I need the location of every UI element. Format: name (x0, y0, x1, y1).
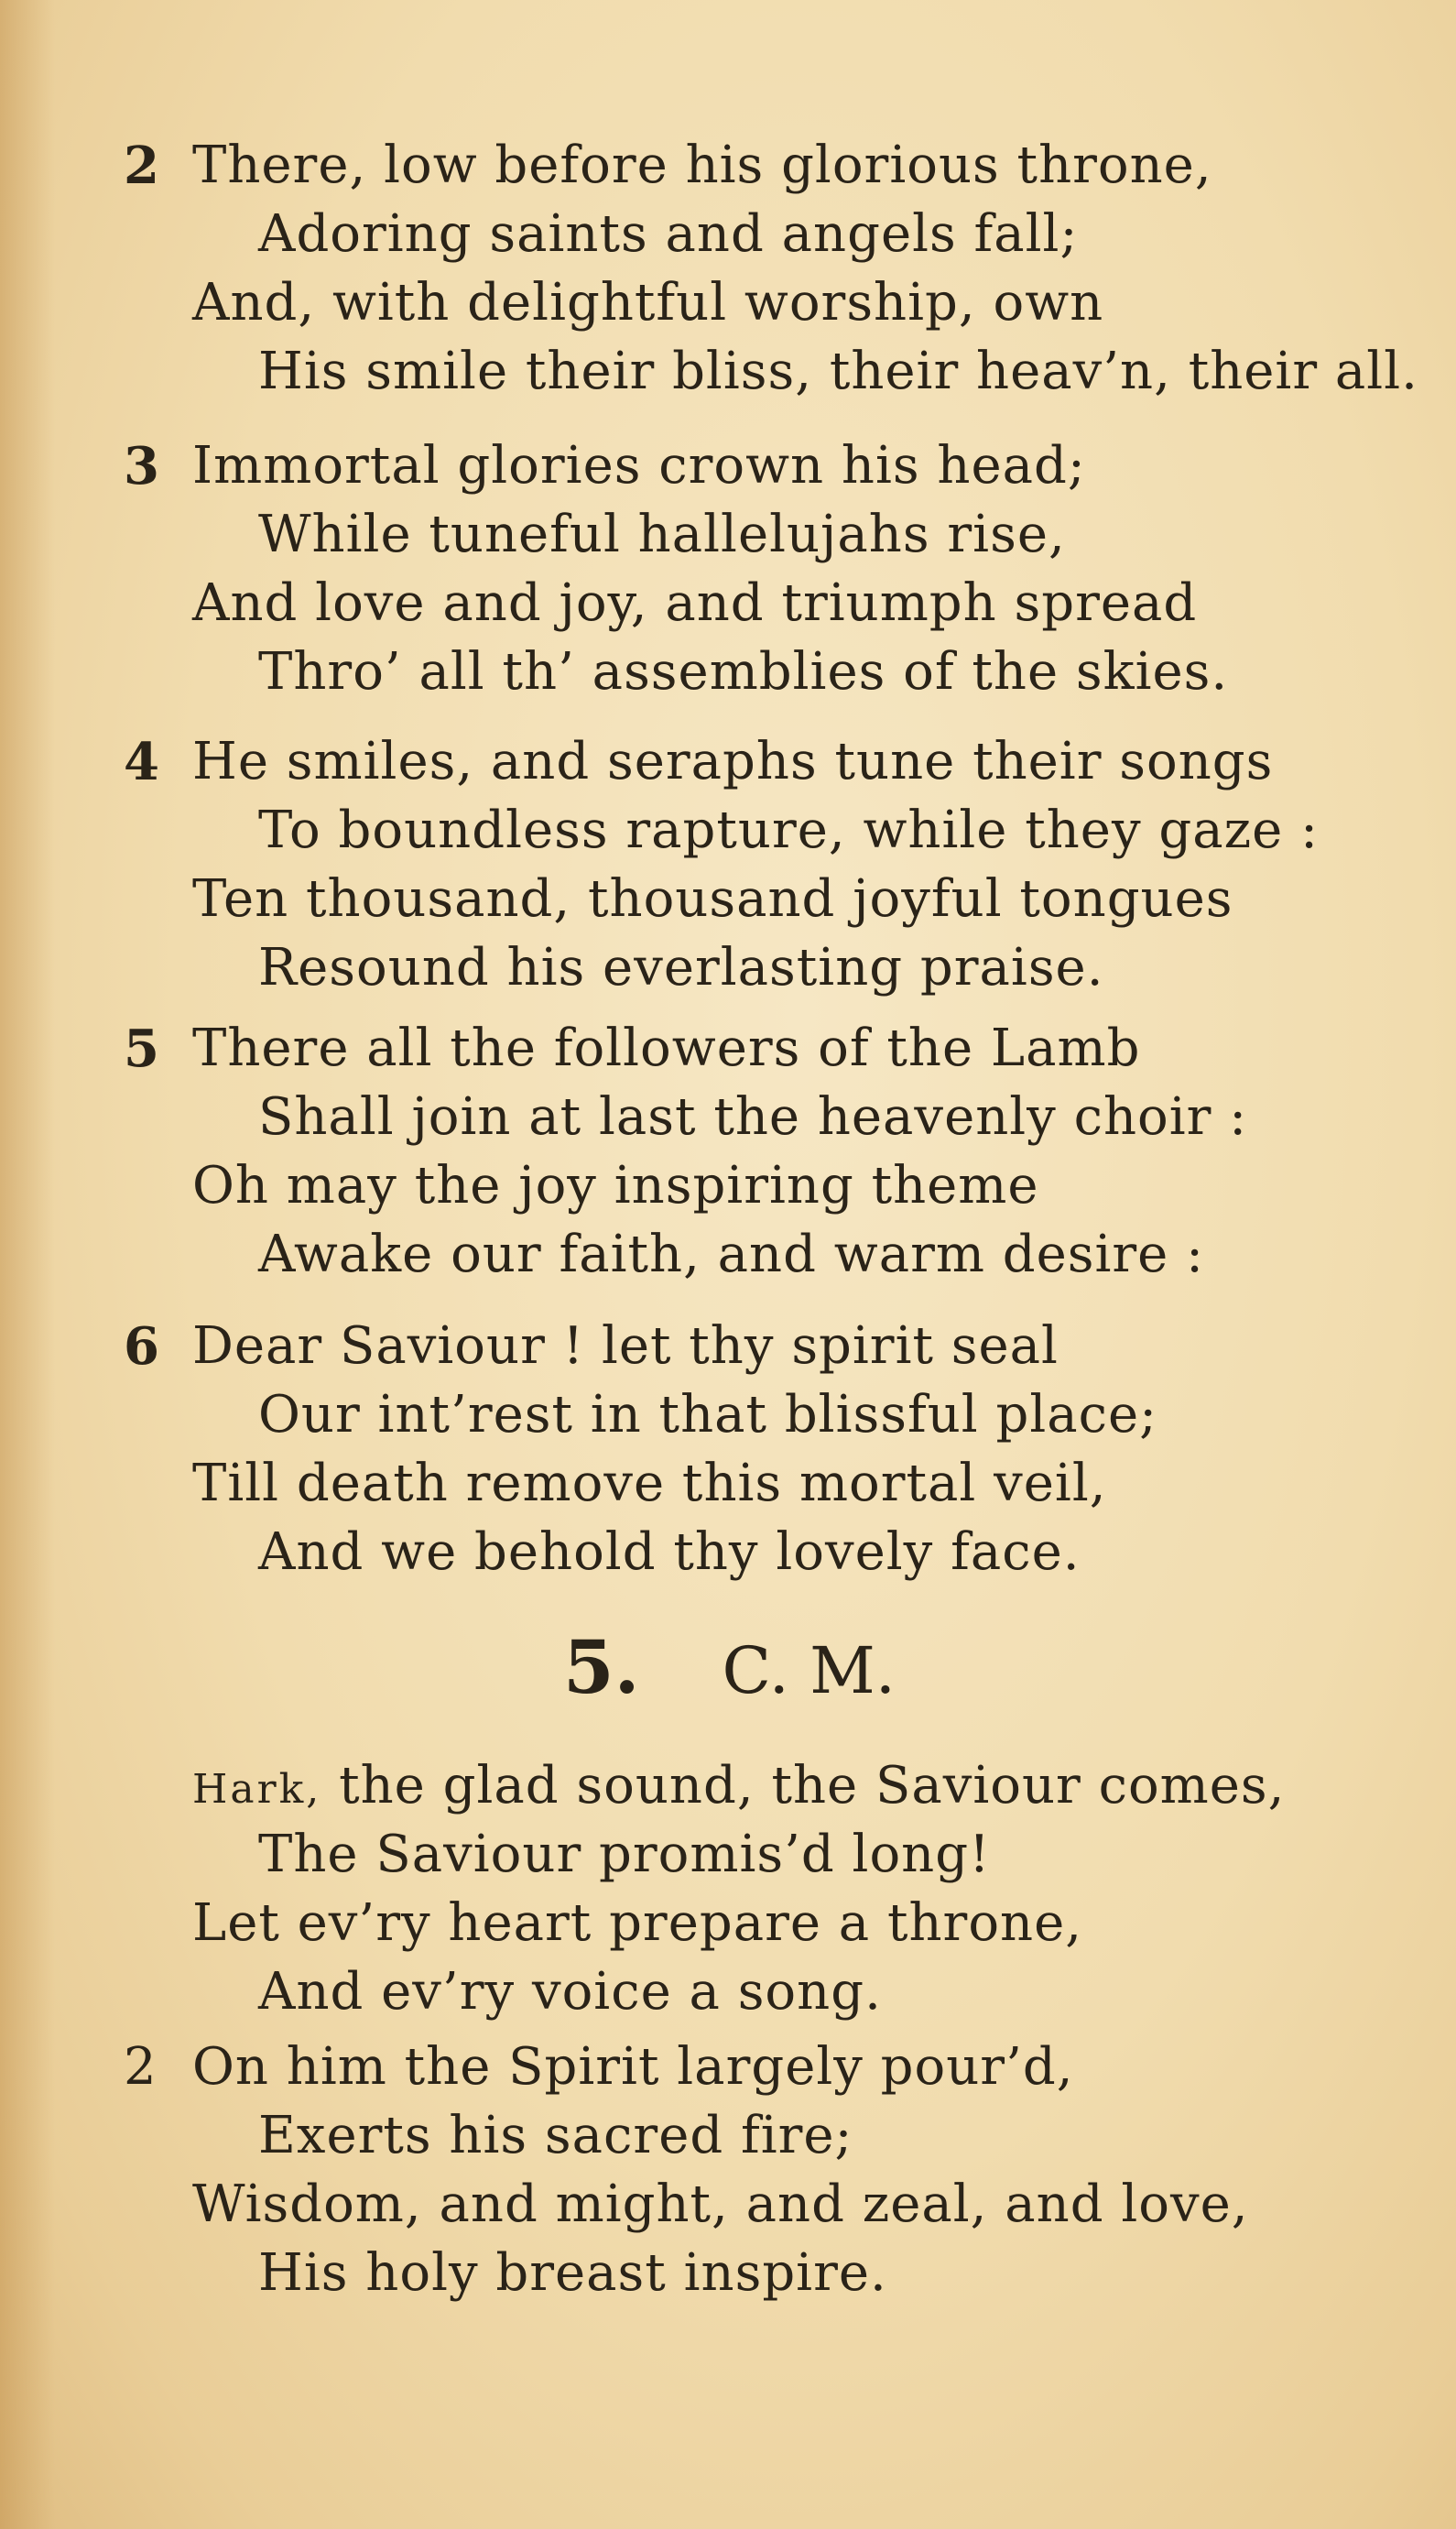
verse-line: Let ev’ry heart prepare a throne, (192, 1893, 1083, 1953)
verse-number: 2 (124, 136, 159, 196)
first-line-rest: the glad sound, the Saviour comes, (321, 1756, 1286, 1815)
verse-line: And, with delightful worship, own (192, 273, 1104, 332)
verse-line: Resound his everlasting praise. (258, 938, 1104, 997)
page-edge-shading (0, 0, 55, 2529)
verse-line: Awake our faith, and warm desire : (258, 1225, 1204, 1284)
verse-line: To boundless rapture, while they gaze : (258, 801, 1319, 860)
verse-line: Oh may the joy inspiring theme (192, 1156, 1039, 1215)
verse-line: Adoring saints and angels fall; (258, 204, 1079, 264)
verse-line: His smile their bliss, their heav’n, their all. (258, 342, 1418, 401)
verse-line: Dear Saviour ! let thy spirit seal (192, 1316, 1059, 1376)
hymn-heading (563, 1626, 896, 1712)
verse-line: Shall join at last the heavenly choir : (258, 1087, 1248, 1147)
verse-line: Till death remove this mortal veil, (192, 1454, 1107, 1513)
verse-number: 5 (124, 1019, 159, 1079)
verse-line: Immortal glories crown his head; (192, 436, 1086, 496)
verse-line: Ten thousand, thousand joyful tongues (192, 869, 1233, 929)
first-word: Hark, (192, 1766, 322, 1813)
verse-number: 4 (124, 732, 159, 792)
verse-line: Exerts his sacred fire; (258, 2106, 853, 2165)
verse-line: Wisdom, and might, and zeal, and love, (192, 2175, 1249, 2234)
verse-line: And ev’ry voice a song. (258, 1962, 882, 2022)
verse-line: He smiles, and seraphs tune their songs (192, 732, 1274, 791)
verse-number: 6 (124, 1316, 159, 1377)
hymn-meter: C. M. (722, 1633, 896, 1708)
verse-number: 2 (124, 2037, 157, 2097)
verse-line: Our int’rest in that blissful place; (258, 1385, 1157, 1444)
verse-line: The Saviour promis’d long! (258, 1825, 991, 1884)
verse-line: While tuneful hallelujahs rise, (258, 505, 1066, 564)
hymn-number: 5. (563, 1624, 640, 1710)
verse-line: There all the followers of the Lamb (192, 1019, 1141, 1078)
verse-line: Thro’ all th’ assemblies of the skies. (258, 642, 1229, 702)
verse-line: On him the Spirit largely pour’d, (192, 2037, 1074, 2097)
verse-number: 3 (124, 436, 159, 496)
verse-line: His holy breast inspire. (258, 2243, 887, 2303)
verse-line: And we behold thy lovely face. (258, 1522, 1081, 1582)
verse-line (192, 1754, 1285, 1822)
verse-line: There, low before his glorious throne, (192, 136, 1212, 195)
verse-line: And love and joy, and triumph spread (192, 573, 1198, 633)
